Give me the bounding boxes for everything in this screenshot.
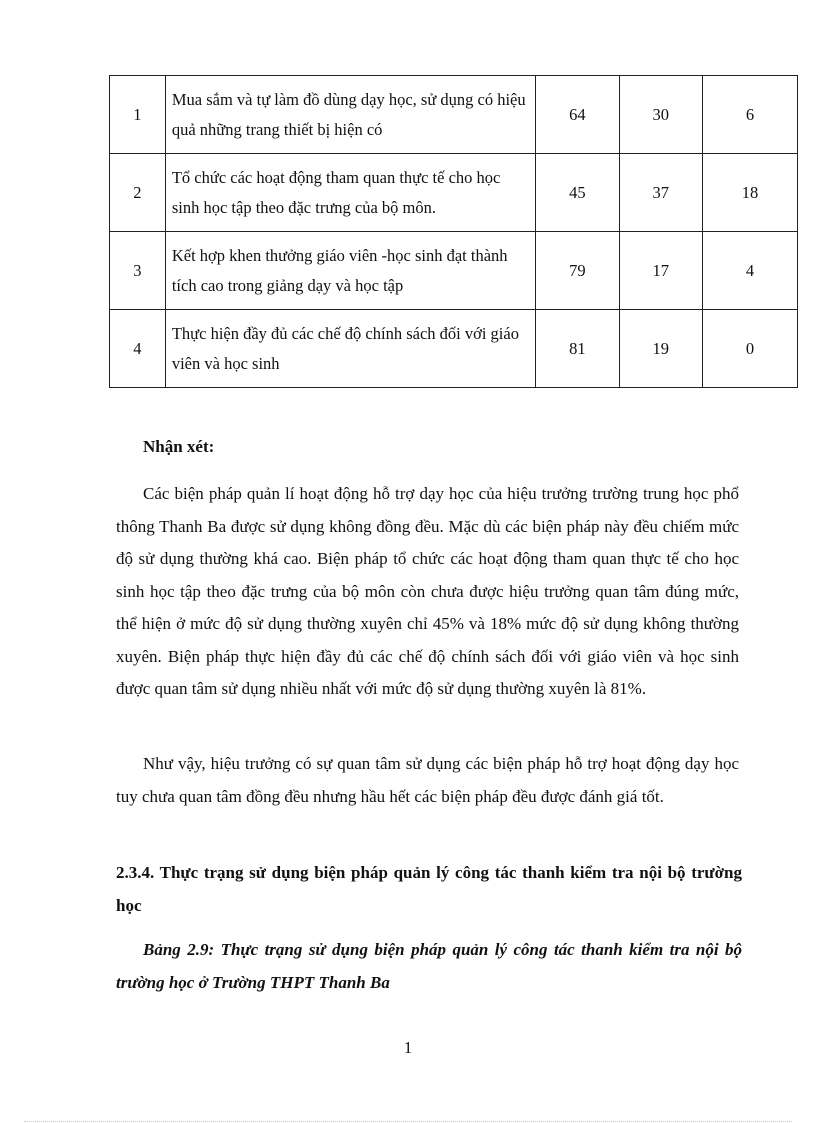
measure-content-cell: Tổ chức các hoạt động tham quan thực tế cho học sinh học tập theo đặc trưng của bộ môn.: [165, 154, 535, 232]
page-bottom-divider: [24, 1121, 792, 1122]
sometimes-value-cell: 19: [619, 310, 702, 388]
remarks-heading: Nhận xét:: [143, 437, 215, 456]
never-value-cell: 6: [702, 76, 797, 154]
remarks-paragraph-2: Như vậy, hiệu trưởng có sự quan tâm sử dụng các biện pháp hỗ trợ hoạt động dạy học tuy chưa quan tâm đồng đều nhưng hầu hết các biện pháp đều được đánh giá tốt.: [116, 754, 739, 806]
row-number-cell: 1: [110, 76, 166, 154]
table-caption: Bảng 2.9: Thực trạng sử dụng biện pháp quản lý công tác thanh kiểm tra nội bộ trường học ở Trường THPT Thanh Ba: [116, 940, 742, 992]
sometimes-value-cell: 37: [619, 154, 702, 232]
never-value-cell: 18: [702, 154, 797, 232]
frequent-value-cell: 45: [536, 154, 619, 232]
never-value-cell: 4: [702, 232, 797, 310]
row-number-cell: 2: [110, 154, 166, 232]
measures-table: [109, 75, 798, 388]
table-row: [110, 310, 798, 388]
page-number: 1: [403, 1038, 413, 1057]
table-row: [110, 232, 798, 310]
frequent-value-cell: 64: [536, 76, 619, 154]
sometimes-value-cell: 30: [619, 76, 702, 154]
table-row: [110, 154, 798, 232]
measure-content-cell: Mua sắm và tự làm đồ dùng dạy học, sử dụng có hiệu quả những trang thiết bị hiện có: [165, 76, 535, 154]
sometimes-value-cell: 17: [619, 232, 702, 310]
frequent-value-cell: 81: [536, 310, 619, 388]
row-number-cell: 4: [110, 310, 166, 388]
table-row: [110, 76, 798, 154]
frequent-value-cell: 79: [536, 232, 619, 310]
measure-content-cell: Thực hiện đầy đủ các chế độ chính sách đối với giáo viên và học sinh: [165, 310, 535, 388]
never-value-cell: 0: [702, 310, 797, 388]
section-heading: 2.3.4. Thực trạng sử dụng biện pháp quản lý công tác thanh kiểm tra nội bộ trường học: [116, 863, 742, 915]
measure-content-cell: Kết hợp khen thưởng giáo viên -học sinh đạt thành tích cao trong giảng dạy và học tập: [165, 232, 535, 310]
remarks-paragraph-1: Các biện pháp quản lí hoạt động hỗ trợ dạy học của hiệu trưởng trường trung học phổ thông Thanh Ba được sử dụng không đồng đều. Mặc dù các biện pháp này đều chiếm mức độ sử dụng thường khá cao. Biện pháp tổ chức các hoạt động tham quan thực tế cho học sinh học tập theo đặc trưng của bộ môn còn chưa được hiệu trưởng quan tâm đúng mức, thể hiện ở mức độ sử dụng thường xuyên chỉ 45% và 18% mức độ sử dụng không thường xuyên. Biện pháp thực hiện đầy đủ các chế độ chính sách đối với giáo viên và học sinh được quan tâm sử dụng nhiều nhất với mức độ sử dụng thường xuyên là 81%.: [116, 484, 739, 698]
row-number-cell: 3: [110, 232, 166, 310]
